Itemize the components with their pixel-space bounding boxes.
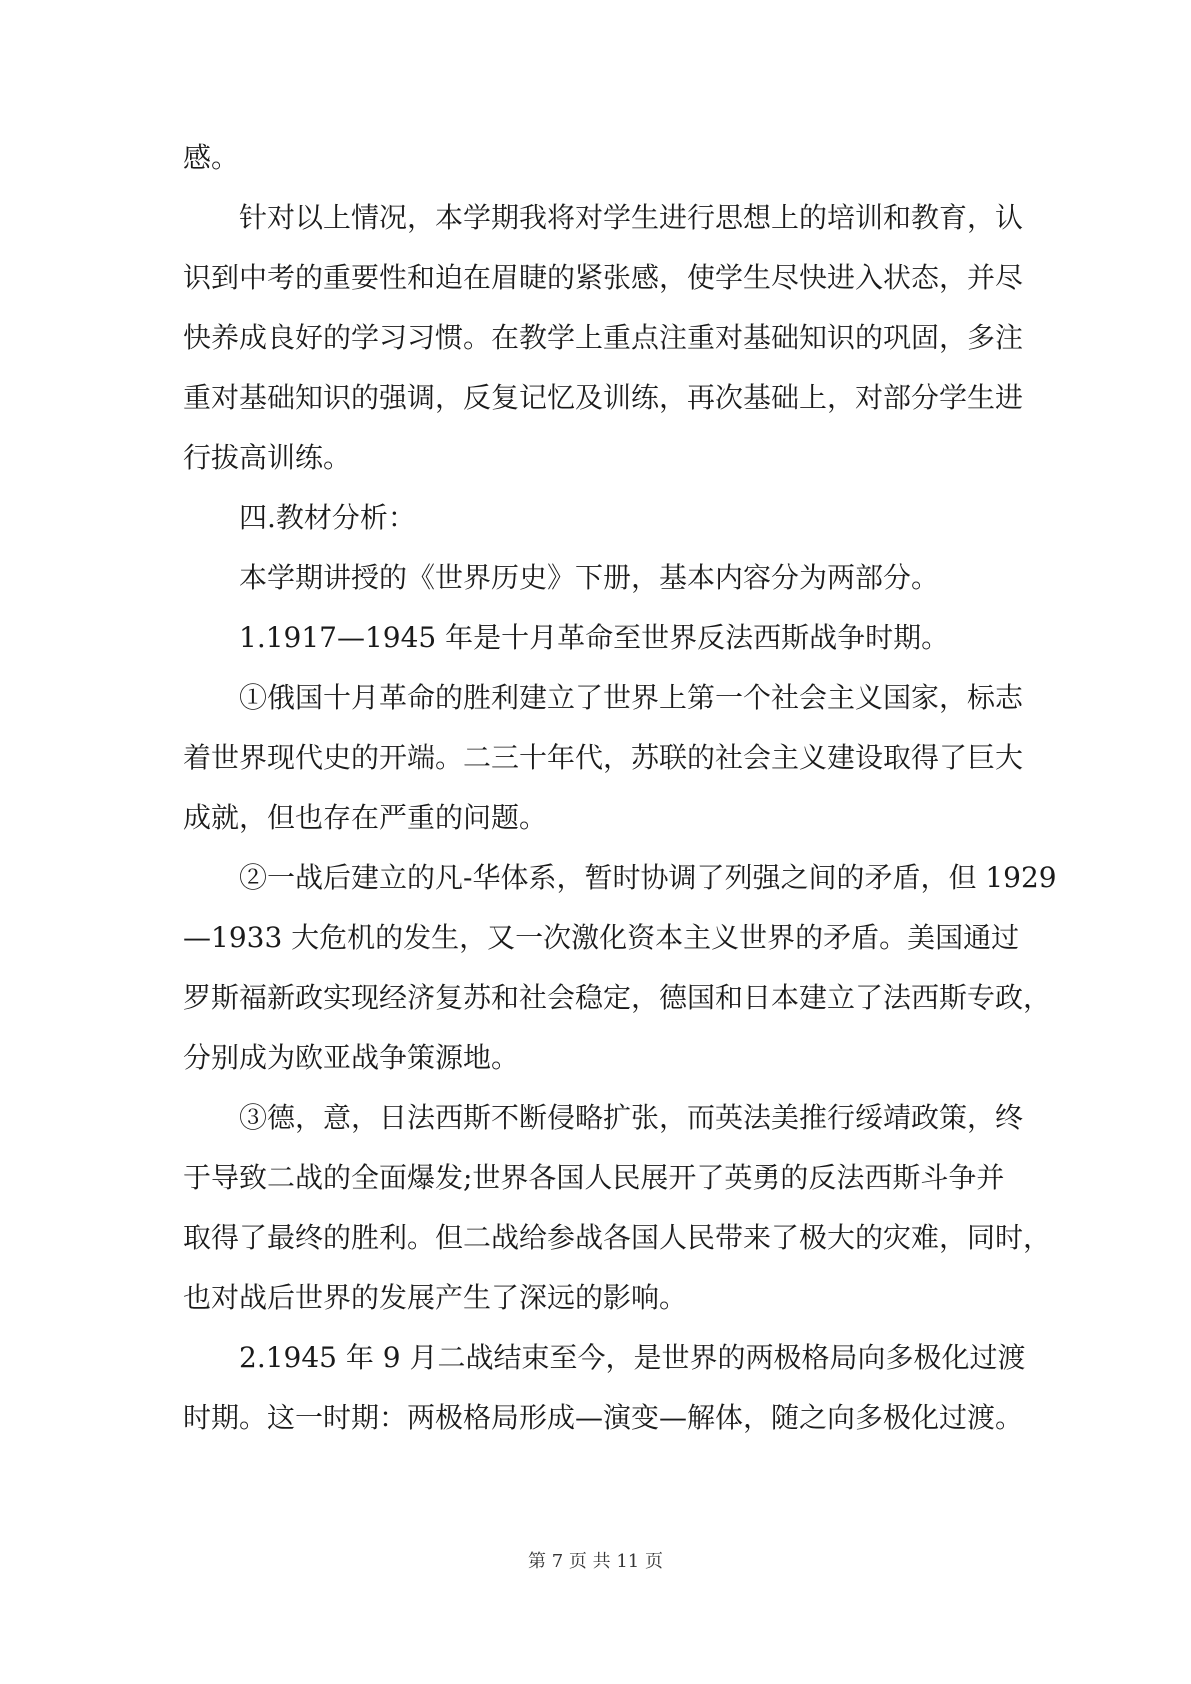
- text-line: ①俄国十月革命的胜利建立了世界上第一个社会主义国家，标志: [239, 681, 1024, 714]
- text-line: 感。: [183, 141, 240, 174]
- text-line: ②一战后建立的凡-华体系，暂时协调了列强之间的矛盾，但 1929: [239, 861, 1057, 894]
- text-line: 2.1945 年 9 月二战结束至今，是世界的两极格局向多极化过渡: [239, 1341, 1026, 1374]
- text-line: 成就，但也存在严重的问题。: [183, 801, 548, 834]
- section-heading: 四.教材分析：: [239, 501, 416, 534]
- text-line: 重对基础知识的强调，反复记忆及训练，再次基础上，对部分学生进: [183, 381, 1024, 414]
- text-line: ③德，意，日法西斯不断侵略扩张，而英法美推行绥靖政策，终: [239, 1101, 1024, 1134]
- text-line: 取得了最终的胜利。但二战给参战各国人民带来了极大的灾难，同时，: [183, 1221, 1052, 1254]
- page-number-footer: 第 7 页 共 11 页: [528, 1551, 663, 1572]
- text-line: 识到中考的重要性和迫在眉睫的紧张感，使学生尽快进入状态，并尽: [183, 261, 1024, 294]
- text-line: 罗斯福新政实现经济复苏和社会稳定，德国和日本建立了法西斯专政，: [183, 981, 1052, 1014]
- text-line: 时期。这一时期：两极格局形成—演变—解体，随之向多极化过渡。: [183, 1401, 1024, 1434]
- text-line: 针对以上情况，本学期我将对学生进行思想上的培训和教育，认: [239, 201, 1024, 234]
- text-line: 也对战后世界的发展产生了深远的影响。: [183, 1281, 688, 1314]
- text-line: 本学期讲授的《世界历史》下册，基本内容分为两部分。: [239, 561, 940, 594]
- text-line: 分别成为欧亚战争策源地。: [183, 1041, 520, 1074]
- text-line: 行拔高训练。: [183, 441, 352, 474]
- text-line: 快养成良好的学习习惯。在教学上重点注重对基础知识的巩固，多注: [183, 321, 1024, 354]
- text-line: —1933 大危机的发生，又一次激化资本主义世界的矛盾。美国通过: [183, 921, 1020, 954]
- text-line: 1.1917—1945 年是十月革命至世界反法西斯战争时期。: [239, 621, 950, 654]
- text-line: 于导致二战的全面爆发;世界各国人民展开了英勇的反法西斯斗争并: [183, 1161, 1005, 1194]
- text-line: 着世界现代史的开端。二三十年代，苏联的社会主义建设取得了巨大: [183, 741, 1024, 774]
